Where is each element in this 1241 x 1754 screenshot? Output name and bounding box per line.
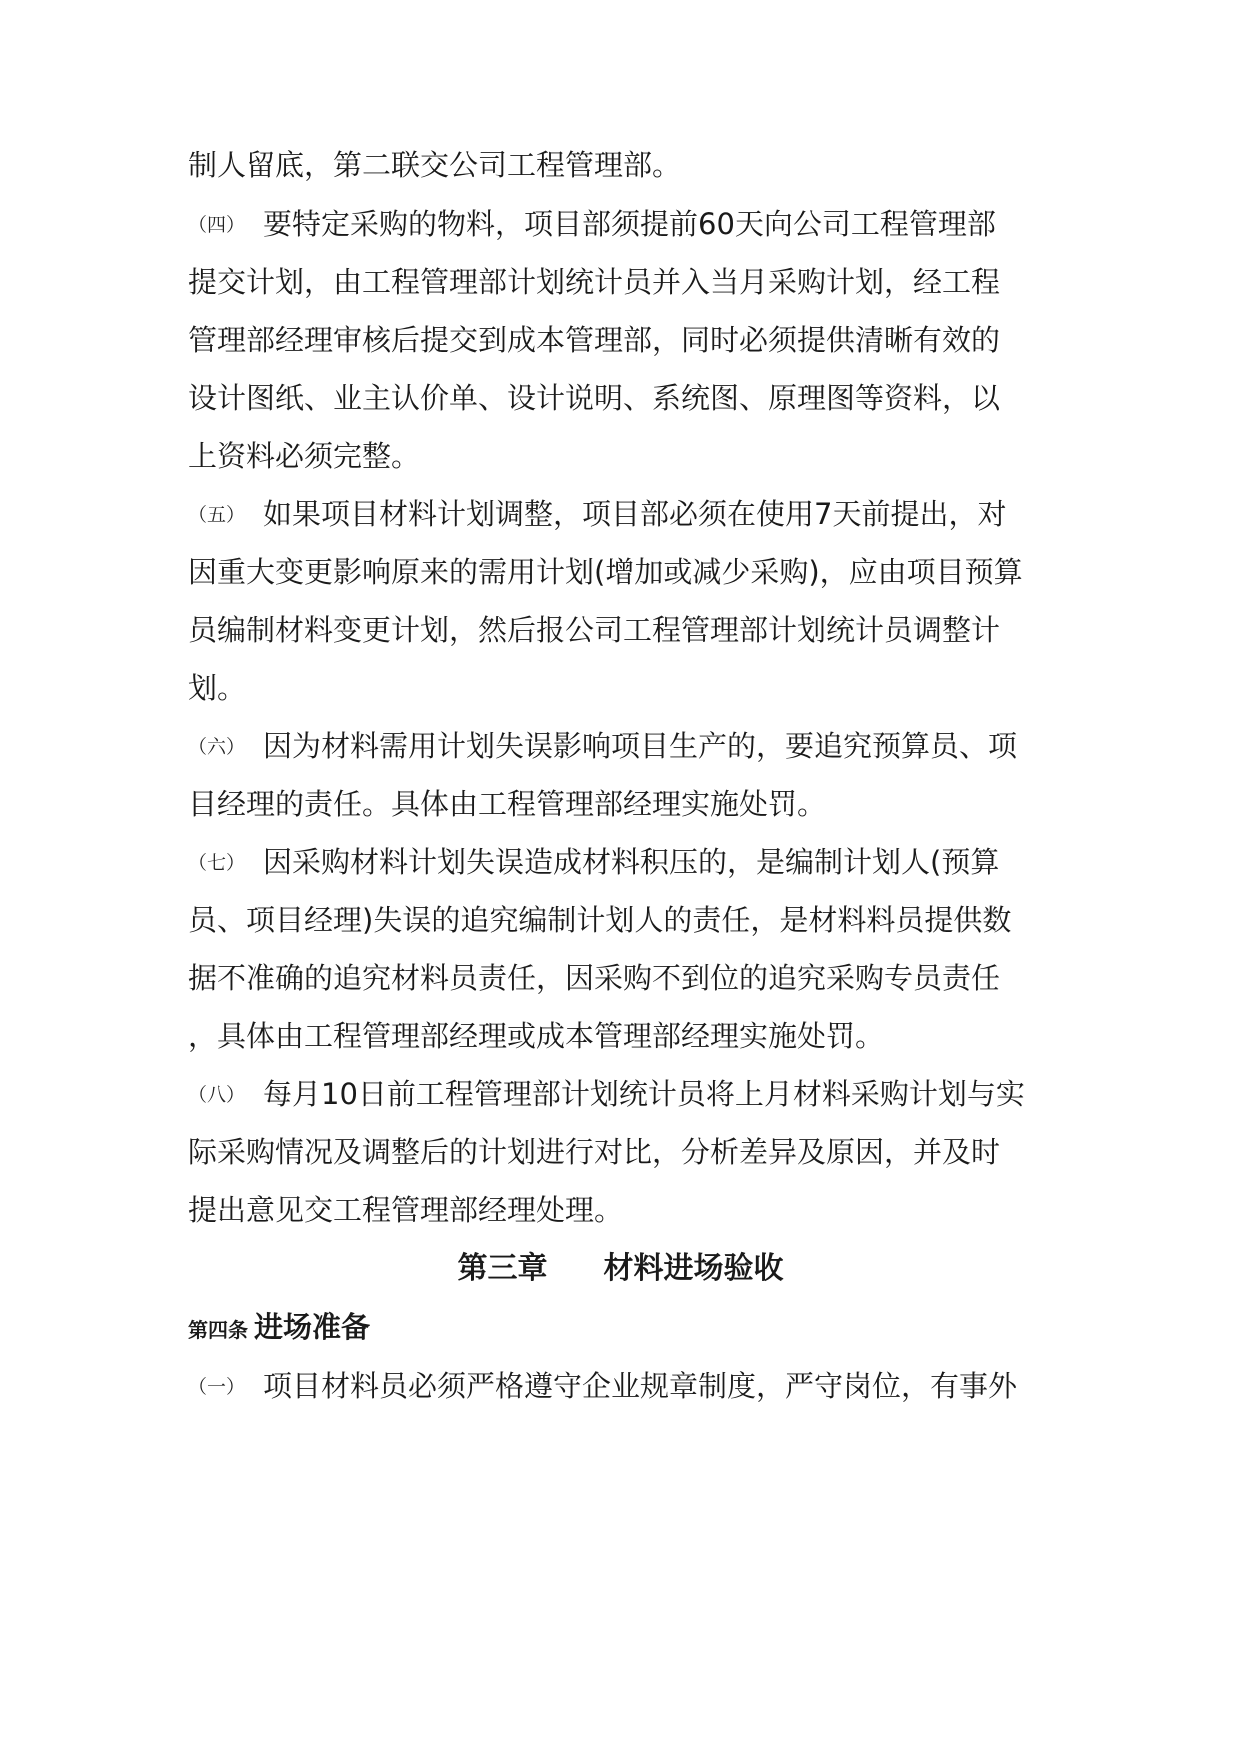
list-marker: （五） bbox=[188, 504, 246, 526]
paragraph-text: 因采购材料计划失误造成材料积压的，是编制计划人(预算 bbox=[263, 845, 1000, 879]
list-marker: （一） bbox=[188, 1376, 246, 1398]
paragraph-line: 据不准确的追究材料员责任，因采购不到位的追究采购专员责任 bbox=[188, 961, 1001, 995]
chapter-heading bbox=[0, 1249, 1241, 1289]
article-heading bbox=[188, 1307, 370, 1352]
article-number: 第四条 bbox=[188, 1318, 248, 1342]
paragraph-line bbox=[188, 1366, 1017, 1410]
paragraph-line bbox=[188, 204, 996, 248]
paragraph-line: 员编制材料变更计划，然后报公司工程管理部计划统计员调整计 bbox=[188, 613, 1001, 647]
paragraph-line: 设计图纸、业主认价单、设计说明、系统图、原理图等资料，以 bbox=[188, 381, 1001, 415]
paragraph-line: 际采购情况及调整后的计划进行对比，分析差异及原因，并及时 bbox=[188, 1135, 1001, 1169]
paragraph-line: 目经理的责任。具体由工程管理部经理实施处罚。 bbox=[188, 787, 827, 821]
paragraph-line bbox=[188, 494, 1006, 538]
list-marker: （七） bbox=[188, 852, 246, 874]
chapter-number: 第三章 bbox=[457, 1251, 548, 1286]
paragraph-text: 因为材料需用计划失误影响项目生产的，要追究预算员、项 bbox=[263, 729, 1018, 763]
paragraph-text: 如果项目材料计划调整，项目部必须在使用7天前提出，对 bbox=[263, 497, 1007, 531]
paragraph-line: 提交计划，由工程管理部计划统计员并入当月采购计划，经工程 bbox=[188, 265, 1001, 299]
list-marker: （六） bbox=[188, 736, 246, 758]
paragraph-text: 要特定采购的物料，项目部须提前60天向公司工程管理部 bbox=[263, 207, 996, 241]
paragraph-line: 划。 bbox=[188, 671, 247, 705]
paragraph-line bbox=[188, 842, 999, 886]
paragraph-line bbox=[188, 726, 1017, 770]
paragraph-text: 每月10日前工程管理部计划统计员将上月材料采购计划与实 bbox=[263, 1077, 1025, 1111]
list-marker: （八） bbox=[188, 1084, 246, 1106]
list-marker: （四） bbox=[188, 214, 246, 236]
paragraph-line: 上资料必须完整。 bbox=[188, 439, 421, 473]
paragraph-line: 制人留底，第二联交公司工程管理部。 bbox=[188, 148, 682, 182]
paragraph-line: 员、项目经理)失误的追究编制计划人的责任，是材料料员提供数 bbox=[188, 903, 1012, 937]
paragraph-line: 管理部经理审核后提交到成本管理部，同时必须提供清晰有效的 bbox=[188, 323, 1001, 357]
paragraph-line: ，具体由工程管理部经理或成本管理部经理实施处罚。 bbox=[188, 1019, 885, 1053]
paragraph-text: 项目材料员必须严格遵守企业规章制度，严守岗位，有事外 bbox=[263, 1369, 1018, 1403]
paragraph-line: 因重大变更影响原来的需用计划(增加或减少采购)，应由项目预算 bbox=[188, 555, 1023, 589]
paragraph-line bbox=[188, 1074, 1025, 1118]
article-title: 进场准备 bbox=[254, 1310, 371, 1344]
paragraph-line: 提出意见交工程管理部经理处理。 bbox=[188, 1193, 624, 1227]
chapter-title: 材料进场验收 bbox=[603, 1251, 784, 1286]
